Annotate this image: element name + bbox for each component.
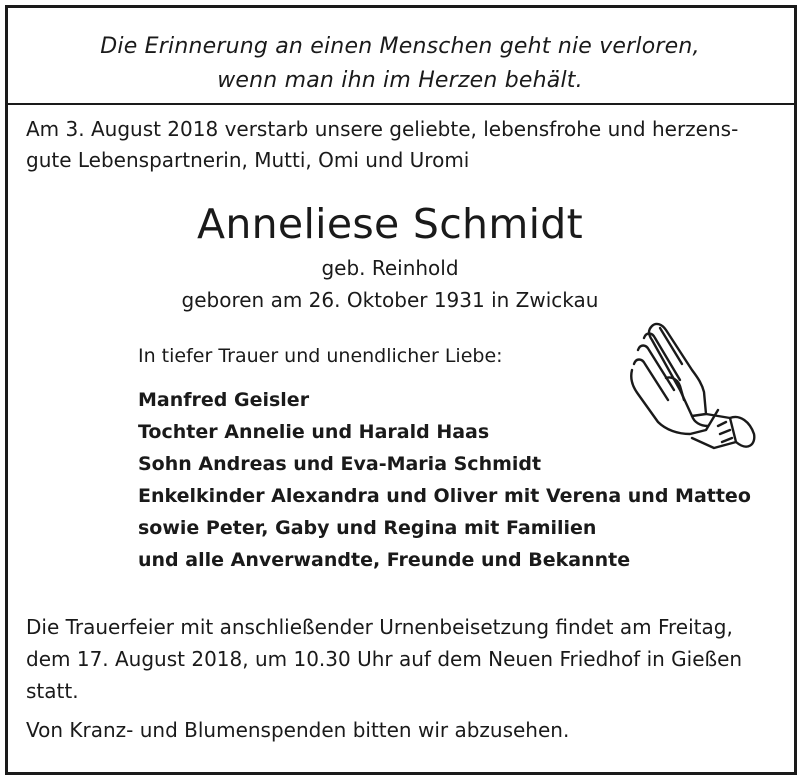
divider-line — [8, 103, 794, 105]
mourning-heading: In tiefer Trauer und unendlicher Liebe: — [138, 345, 503, 367]
service-line-1: Die Trauerfeier mit anschließender Urnenbeisetzung findet am Freitag, — [26, 615, 733, 639]
mourner-line: Manfred Geisler — [138, 389, 310, 411]
birth-info: geboren am 26. Oktober 1931 in Zwickau — [181, 288, 599, 312]
mourner-line: und alle Anverwandte, Freunde und Bekannte — [138, 549, 631, 571]
flowers-note: Von Kranz- und Blumenspenden bitten wir abzusehen. — [26, 718, 570, 742]
quote-line-2: wenn man ihn im Herzen behält. — [217, 68, 583, 93]
mourner-line: sowie Peter, Gaby und Regina mit Familien — [138, 517, 597, 539]
deceased-name: Anneliese Schmidt — [197, 200, 583, 248]
mourner-line: Tochter Annelie und Harald Haas — [138, 421, 490, 443]
maiden-name: geb. Reinhold — [321, 256, 459, 280]
intro-line-2: gute Lebenspartnerin, Mutti, Omi und Uromi — [26, 148, 470, 172]
intro-line-1: Am 3. August 2018 verstarb unsere geliebte, lebensfrohe und herzens- — [26, 117, 739, 141]
mourner-line: Enkelkinder Alexandra und Oliver mit Verena und Matteo — [138, 485, 751, 507]
service-line-3: statt. — [26, 679, 79, 703]
death-announcement — [26, 114, 786, 176]
service-line-2: dem 17. August 2018, um 10.30 Uhr auf dem Neuen Friedhof in Gießen — [26, 647, 743, 671]
funeral-service-info — [26, 611, 786, 707]
quote-line-1: Die Erinnerung an einen Menschen geht nie verloren, — [100, 34, 700, 59]
memorial-quote — [0, 30, 800, 98]
mourner-line: Sohn Andreas und Eva-Maria Schmidt — [138, 453, 542, 475]
praying-hands-icon — [622, 318, 762, 458]
